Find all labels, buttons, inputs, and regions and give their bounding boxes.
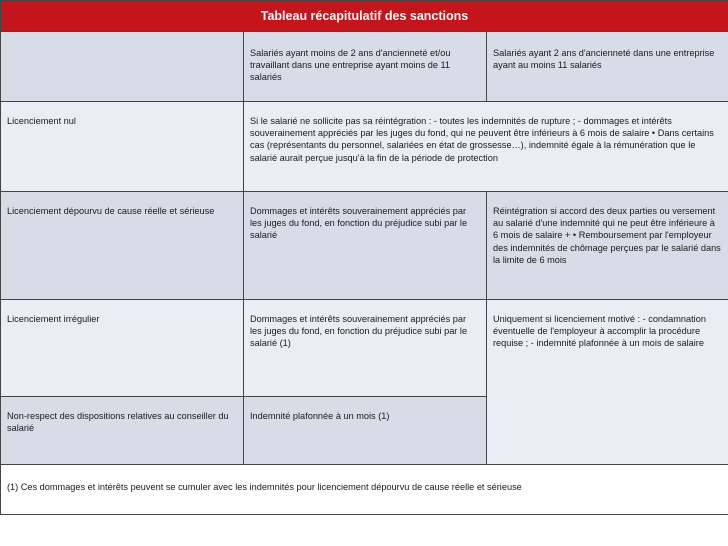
cell-sans-cause-col2: Dommages et intérêts souverainement appréciés par les juges du fond, en fonction du préjudice subi par le salarié <box>244 192 487 300</box>
footnote-row <box>1 465 728 515</box>
row-label-sans-cause: Licenciement dépourvu de cause réelle et sérieuse <box>1 192 244 300</box>
table-row <box>1 192 728 300</box>
title-row <box>1 1 728 32</box>
cell-conseiller-col2: Indemnité plafonnée à un mois (1) <box>244 397 487 465</box>
cell-irregulier-col3: Uniquement si licenciement motivé : - condamnation éventuelle de l'employeur à accomplir la procédure requise ; - indemnité plafonnée à un mois de salaire <box>487 300 728 465</box>
table-title: Tableau récapitulatif des sanctions <box>1 1 728 32</box>
header-col-small-companies: Salariés ayant moins de 2 ans d'ancienneté et/ou travaillant dans une entreprise ayant moins de 11 salariés <box>244 32 487 102</box>
footnote: (1) Ces dommages et intérêts peuvent se cumuler avec les indemnités pour licenciement dépourvu de cause réelle et sérieuse <box>1 465 728 515</box>
header-col-large-companies: Salariés ayant 2 ans d'ancienneté dans une entreprise ayant au moins 11 salariés <box>487 32 728 102</box>
header-empty-cell <box>1 32 244 102</box>
table-row <box>1 300 728 397</box>
row-label-irregulier: Licenciement irrégulier <box>1 300 244 397</box>
cell-licenciement-nul-sanction: Si le salarié ne sollicite pas sa réintégration : - toutes les indemnités de rupture ; - dommages et intérêts souverainement appréciés par les juges du fond, qui ne peuvent être inférieurs à 6 mois de salaire • Dans certains cas (représentants du personnel, salariées en état de grossesse…), indemnité égale à la rémunération que le salarié aurait perçue jusqu'à la fin de la période de protection <box>244 102 728 192</box>
row-label-conseiller: Non-respect des dispositions relatives au conseiller du salarié <box>1 397 244 465</box>
cell-sans-cause-col3: Réintégration si accord des deux parties ou versement au salarié d'une indemnité qui ne peut être inférieure à 6 mois de salaire + • Remboursement par l'employeur des indemnités de chômage perçues par le salarié dans la limite de 6 mois <box>487 192 728 300</box>
table-row <box>1 102 728 192</box>
row-label-licenciement-nul: Licenciement nul <box>1 102 244 192</box>
header-row <box>1 32 728 102</box>
cell-irregulier-col2: Dommages et intérêts souverainement appréciés par les juges du fond, en fonction du préjudice subi par le salarié (1) <box>244 300 487 397</box>
